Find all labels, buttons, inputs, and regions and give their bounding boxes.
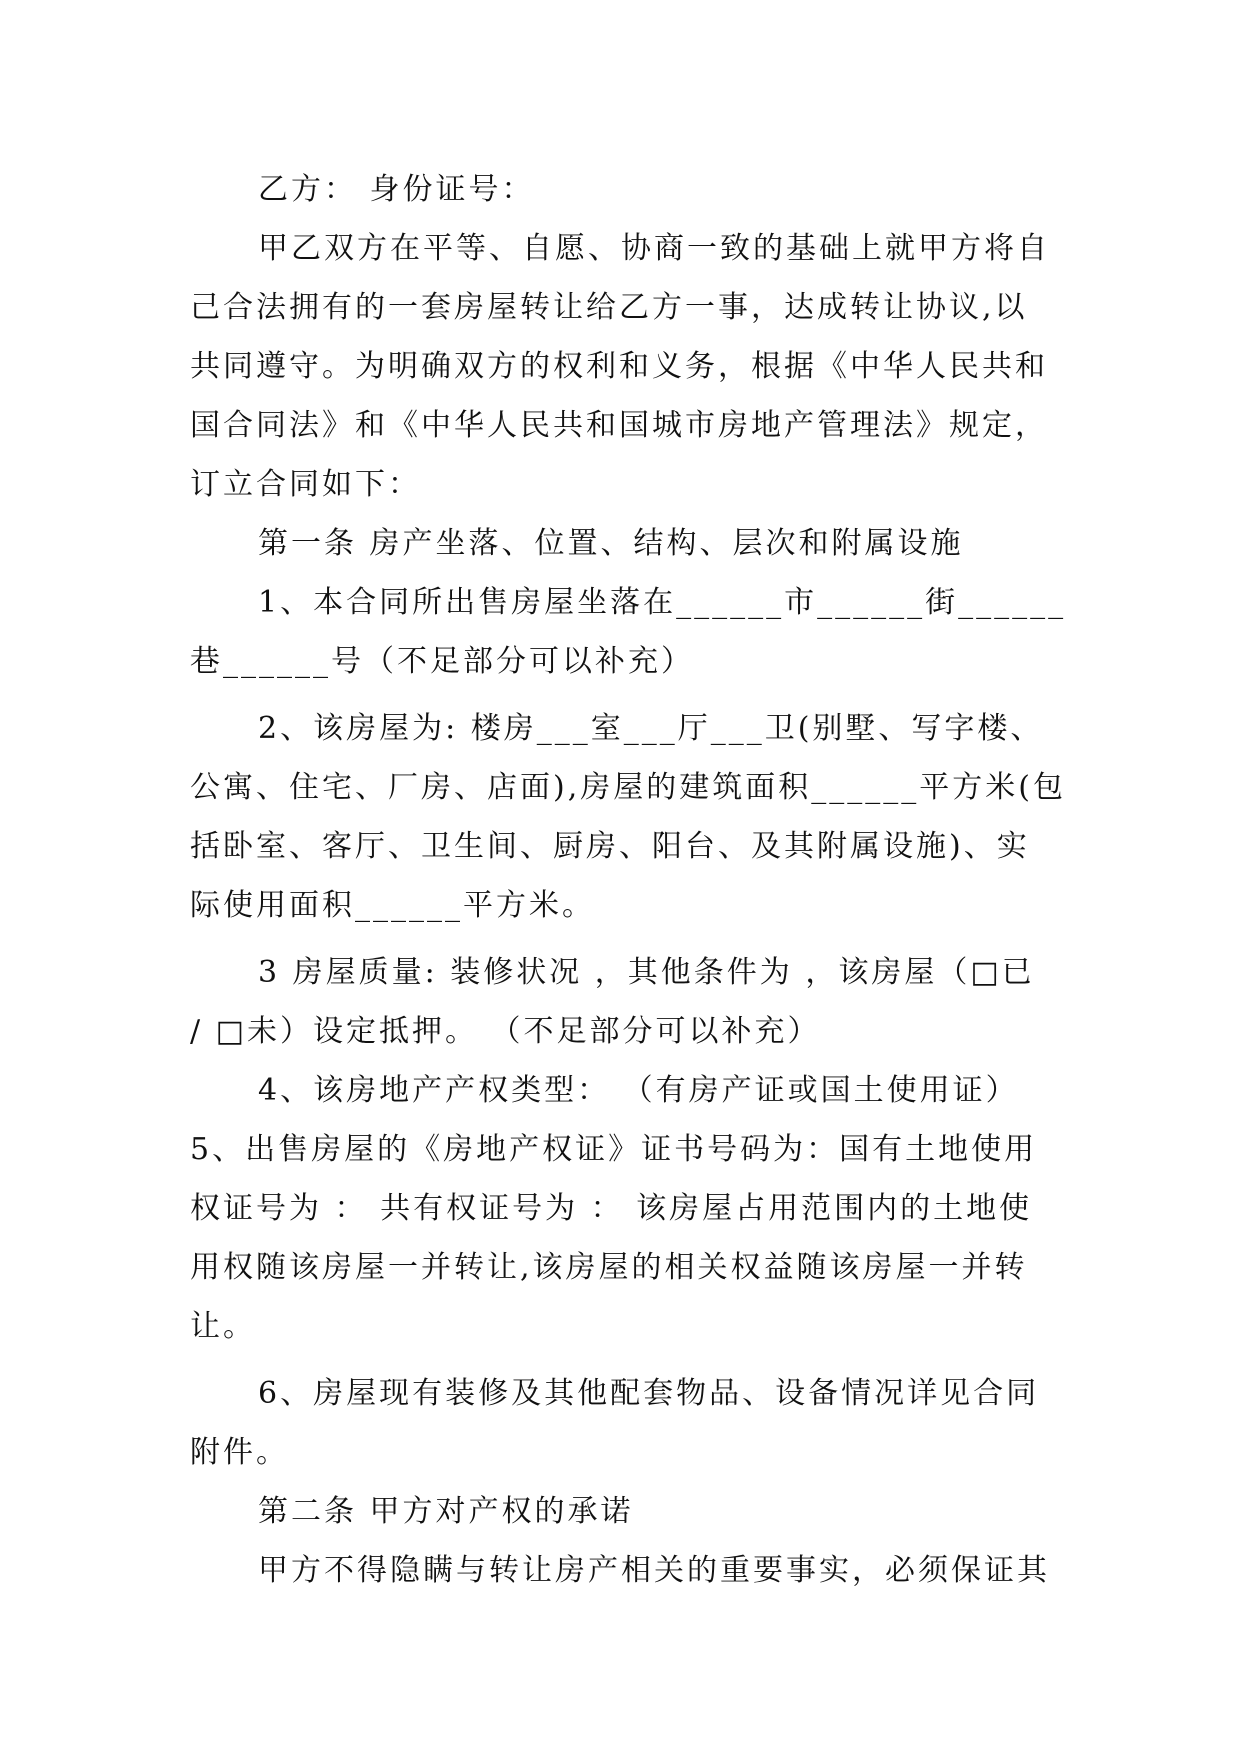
paragraph-line: 己合法拥有的一套房屋转让给乙方一事，达成转让协议,以 <box>190 290 1028 325</box>
clause-6-line: 6、房屋现有装修及其他配套物品、设备情况详见合同 <box>258 1376 1040 1411</box>
article-2-heading: 第二条 甲方对产权的承诺 <box>258 1494 634 1529</box>
clause-1-line: 1、本合同所出售房屋坐落在______市______街______ <box>258 585 1067 620</box>
clause-2-line: 公寓、住宅、厂房、店面),房屋的建筑面积______平方米(包 <box>190 770 1066 805</box>
paragraph-line: 国合同法》和《中华人民共和国城市房地产管理法》规定， <box>190 408 1048 443</box>
clause-4-line: 4、该房地产产权类型： （有房产证或国土使用证） <box>258 1073 1019 1108</box>
clause-5-line: 权证号为 ： 共有权证号为 ： 该房屋占用范围内的土地使 <box>190 1191 1033 1226</box>
clause-2-line: 括卧室、客厅、卫生间、厨房、阳台、及其附属设施)、实 <box>190 829 1030 864</box>
paragraph-line: 甲乙双方在平等、自愿、协商一致的基础上就甲方将自 <box>258 231 1050 266</box>
clause-2-line: 际使用面积______平方米。 <box>190 888 595 923</box>
party-b-line: 乙方： 身份证号： <box>258 172 535 207</box>
paragraph-line: 共同遵守。为明确双方的权利和义务，根据《中华人民共和 <box>190 349 1048 384</box>
clause-5-line: 5、出售房屋的《房地产权证》证书号码为：国有土地使用 <box>190 1132 1038 1167</box>
clause-5-line: 让。 <box>190 1309 256 1344</box>
article-1-heading: 第一条 房产坐落、位置、结构、层次和附属设施 <box>258 526 964 561</box>
clause-5-line: 用权随该房屋一并转让,该房屋的相关权益随该房屋一并转 <box>190 1250 1028 1285</box>
document-body <box>190 160 1070 1600</box>
clause-6-line: 附件。 <box>190 1435 289 1470</box>
paragraph-line: 甲方不得隐瞒与转让房产相关的重要事实，必须保证其 <box>258 1553 1050 1588</box>
paragraph-line: 订立合同如下： <box>190 467 421 502</box>
clause-1-line: 巷______号（不足部分可以补充） <box>190 644 694 679</box>
clause-2-line: 2、该房屋为: 楼房___室___厅___卫(别墅、写字楼、 <box>258 711 1044 746</box>
clause-3-line: / □未）设定抵押。 （不足部分可以补充） <box>190 1014 821 1049</box>
clause-3-line: 3 房屋质量: 装修状况 ，其他条件为 ，该房屋（□已 <box>258 955 1035 990</box>
